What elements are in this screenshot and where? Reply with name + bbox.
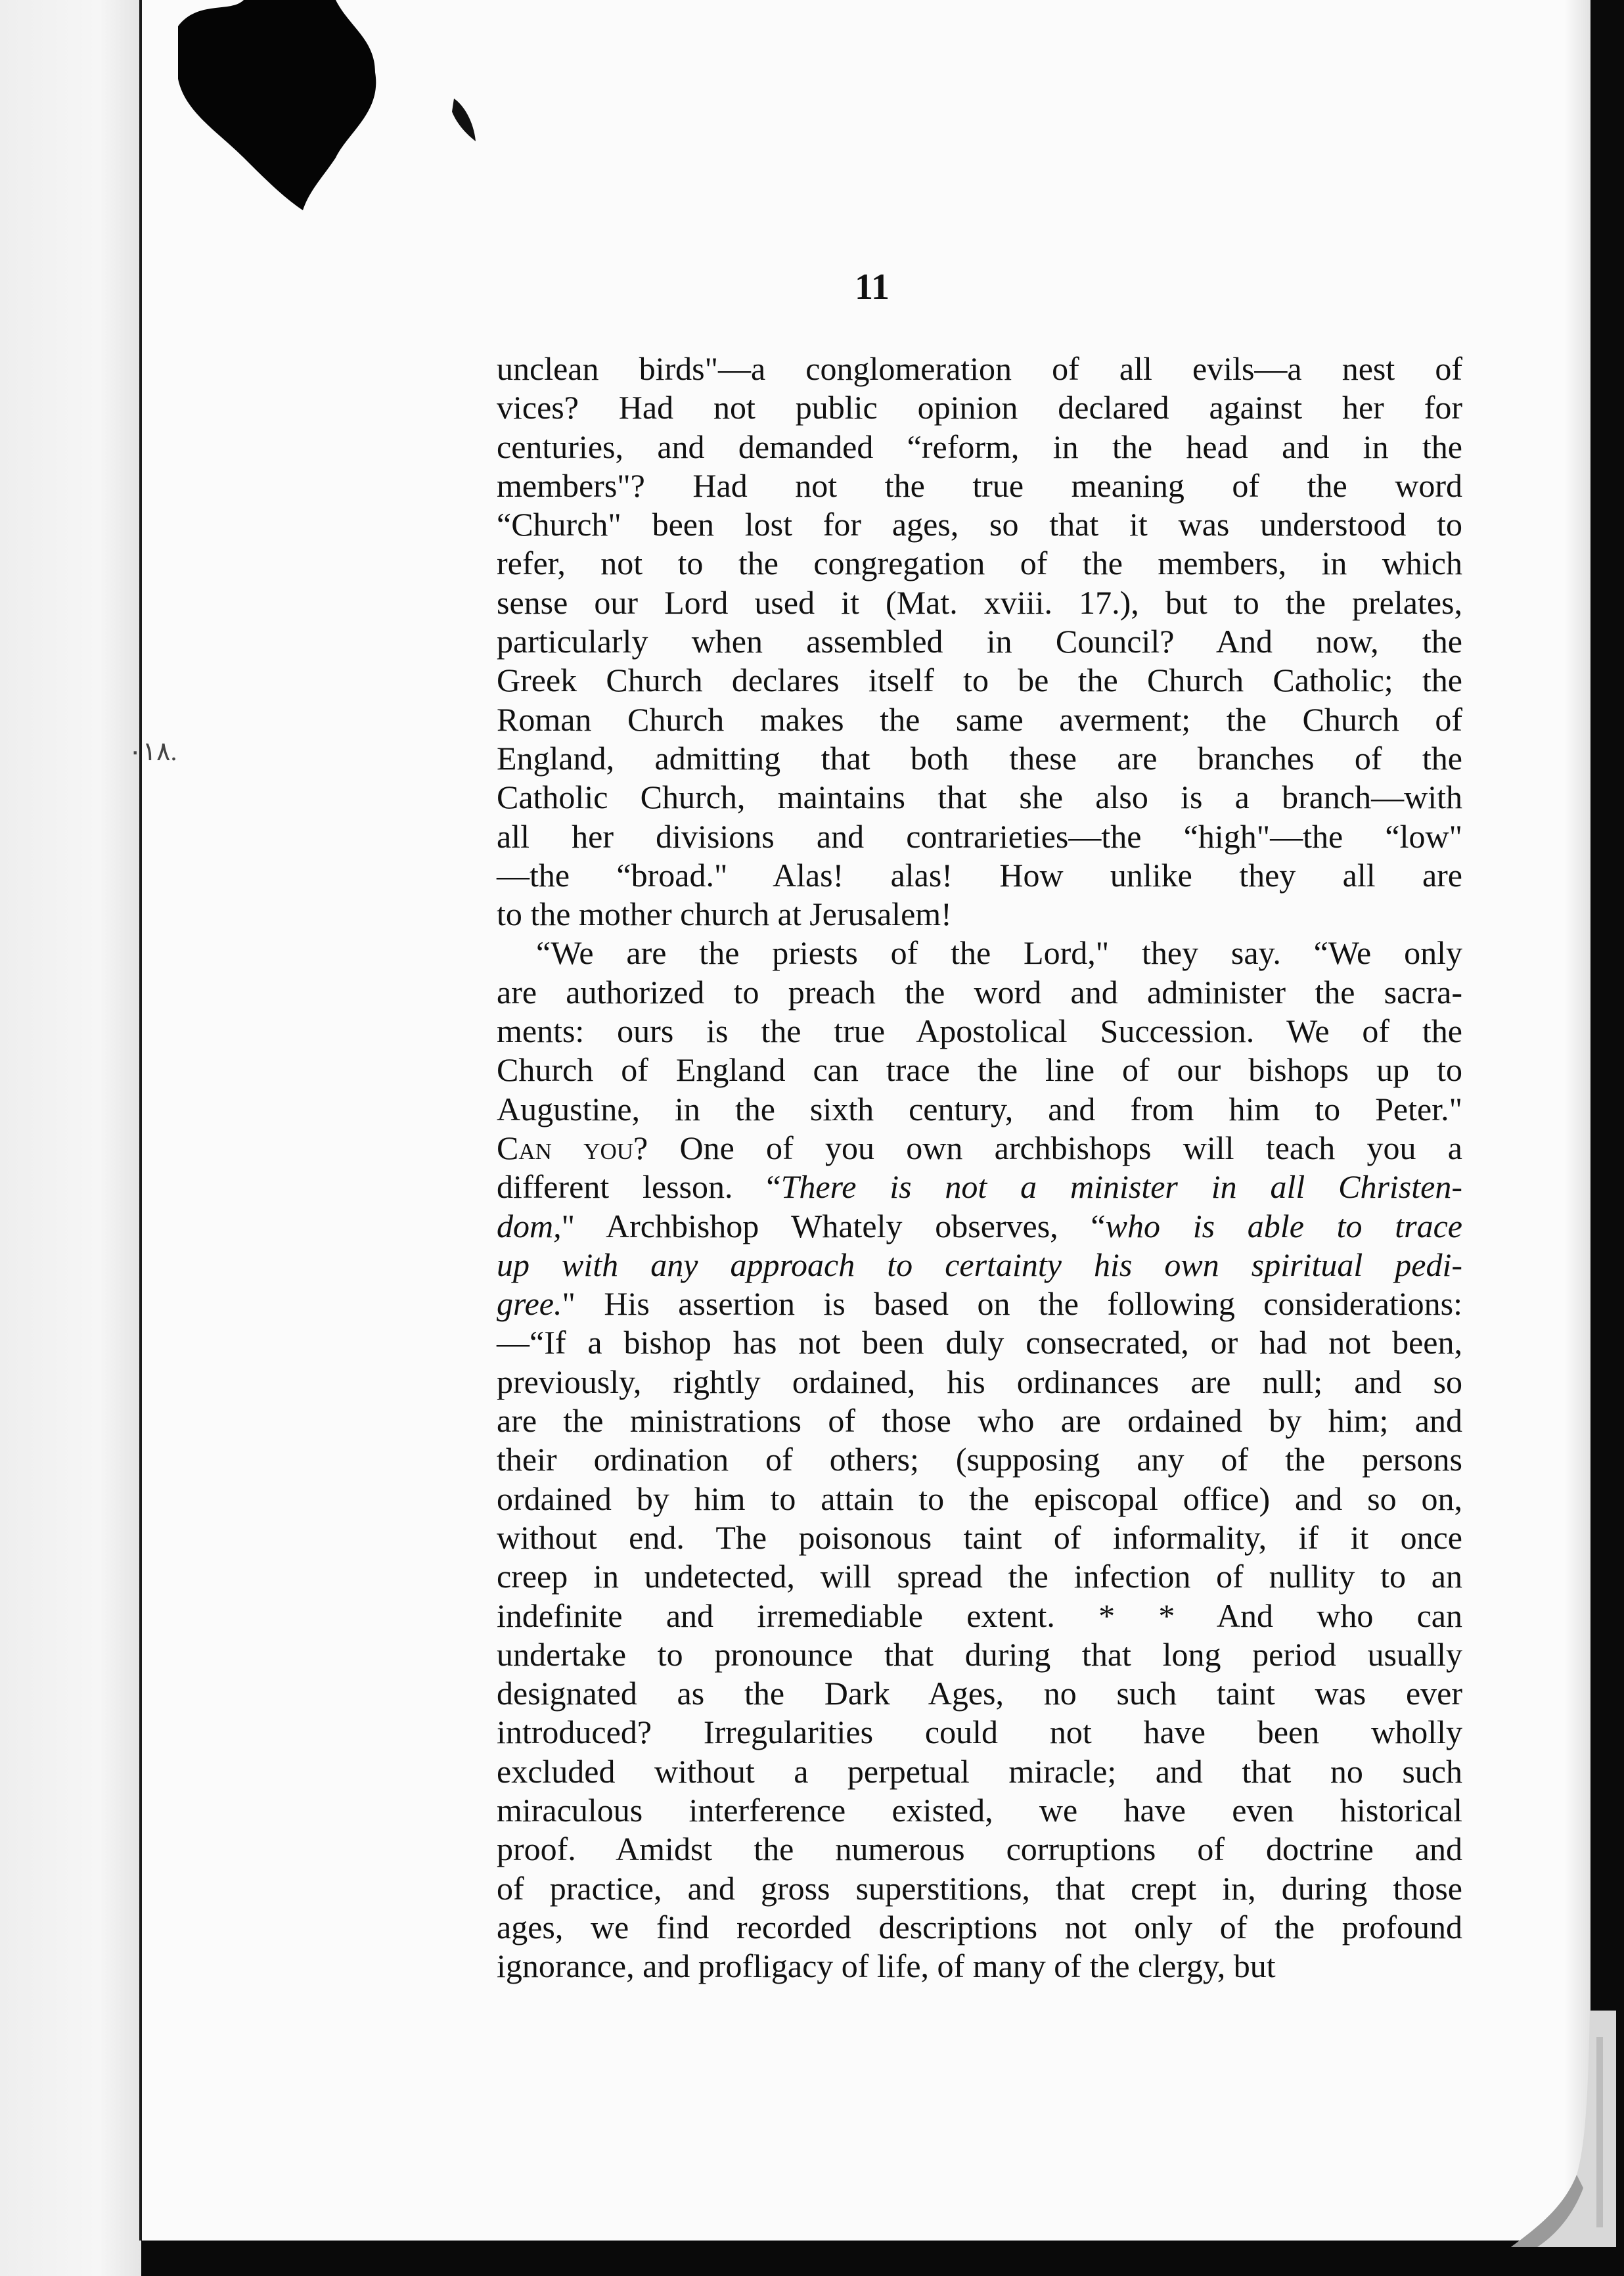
- italic-quote: There is not a minister in all Christen-: [780, 1168, 1462, 1206]
- text-line: designated as the Dark Ages, no such taint was ever: [497, 1675, 1462, 1712]
- text-line: undertake to pronounce that during that long period usually: [497, 1635, 1462, 1673]
- page-gutter-shadow: [1564, 0, 1590, 2241]
- text-line: different lesson. “There is not a minister in all Christen-: [497, 1168, 1462, 1206]
- text-line: particularly when assembled in Council? And now, the: [497, 623, 1462, 660]
- text-line: previously, rightly ordained, his ordinances are null; and so: [497, 1363, 1462, 1400]
- text-line: members"? Had not the true meaning of the word: [497, 467, 1462, 504]
- text-line: miraculous interference existed, we have even historical: [497, 1791, 1462, 1829]
- italic-quote: who is able to trace: [1105, 1207, 1462, 1244]
- text-line: gree." His assertion is based on the following considerations:: [497, 1285, 1462, 1323]
- text-line: sense our Lord used it (Mat. xviii. 17.), but to the prelates,: [497, 583, 1462, 621]
- text-line: are the ministrations of those who are ordained by him; and: [497, 1402, 1462, 1440]
- ink-blot-mark: [178, 0, 382, 210]
- small-caps-phrase: Can you?: [497, 1129, 648, 1166]
- italic-quote: gree.: [497, 1285, 562, 1323]
- text-line: ignorance, and profligacy of life, of many of the clergy, but: [497, 1947, 1276, 1985]
- text-line: Augustine, in the sixth century, and from him to Peter.": [497, 1090, 1462, 1127]
- text-line: centuries, and demanded “reform, in the head and in the: [497, 428, 1462, 465]
- text-line: indefinite and irremediable extent. * * And who can: [497, 1597, 1462, 1634]
- text-line: England, admitting that both these are branches of the: [497, 739, 1462, 777]
- text-line: [497, 1246, 1462, 1285]
- text-line: of practice, and gross superstitions, that crept in, during those: [497, 1869, 1462, 1907]
- text-line: —the “broad." Alas! alas! How unlike they all are: [497, 856, 1462, 894]
- scanned-page: [139, 0, 1590, 2241]
- body-text: [497, 350, 1462, 1986]
- text-line: Catholic Church, maintains that she also is a branch—with: [497, 779, 1462, 816]
- text-line: proof. Amidst the numerous corruptions of doctrine and: [497, 1831, 1462, 1868]
- text-line: ages, we find recorded descriptions not only of the profound: [497, 1908, 1462, 1946]
- text-line: Greek Church declares itself to be the Church Catholic; the: [497, 662, 1462, 699]
- ink-speck: [451, 99, 477, 145]
- text-line: “Church" been lost for ages, so that it was understood to: [497, 506, 1462, 543]
- page-number: 11: [855, 267, 890, 307]
- text-line: to the mother church at Jerusalem!: [497, 896, 952, 933]
- text-line: introduced? Irregularities could not have been wholly: [497, 1714, 1462, 1751]
- text-line: ordained by him to attain to the episcopal office) and so on,: [497, 1480, 1462, 1517]
- text-line: their ordination of others; (supposing any of the persons: [497, 1441, 1462, 1478]
- page-corner-curl: [1511, 2011, 1616, 2247]
- text-line: dom," Archbishop Whately observes, “who is able to trace: [497, 1207, 1462, 1244]
- text-line: unclean birds"—a conglomeration of all evils—a nest of: [497, 350, 1462, 387]
- text-line: “We are the priests of the Lord," they say. “We only: [536, 934, 1462, 972]
- text-line: creep in undetected, will spread the infection of nullity to an: [497, 1558, 1462, 1595]
- italic-quote: dom,: [497, 1207, 562, 1244]
- text-line: without end. The poisonous taint of informality, if it once: [497, 1518, 1462, 1556]
- italic-quote: up with any approach to certainty his own spiritual pedi-: [497, 1246, 1462, 1283]
- text-line: Roman Church makes the same averment; the Church of: [497, 700, 1462, 738]
- text-line: all her divisions and contrarieties—the “high"—the “low": [497, 817, 1462, 855]
- text-line: excluded without a perpetual miracle; and that no such: [497, 1752, 1462, 1790]
- text-line: Church of England can trace the line of our bishops up to: [497, 1051, 1462, 1089]
- text-line: ments: ours is the true Apostolical Succession. We of the: [497, 1013, 1462, 1050]
- text-line: Can you? One of you own archbishops will teach you a: [497, 1129, 1462, 1166]
- margin-mark: ۰۱۸.: [128, 737, 177, 766]
- text-line: refer, not to the congregation of the members, in which: [497, 545, 1462, 582]
- text-line: —“If a bishop has not been duly consecrated, or had not been,: [497, 1324, 1462, 1361]
- text-line: are authorized to preach the word and administer the sacra-: [497, 973, 1462, 1011]
- text-line: vices? Had not public opinion declared against her for: [497, 389, 1462, 426]
- previous-page-edge: [0, 0, 141, 2276]
